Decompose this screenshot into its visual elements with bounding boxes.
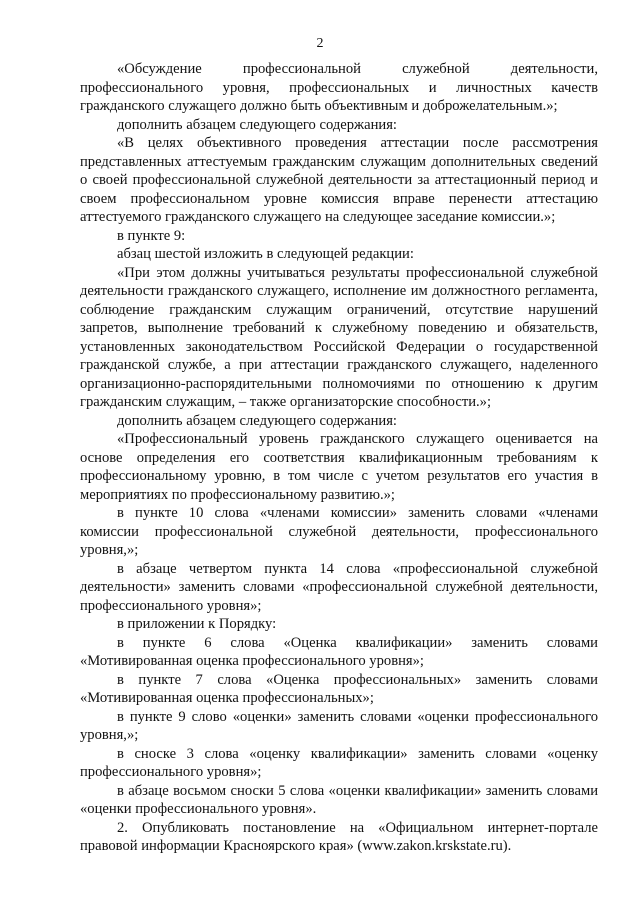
paragraph-3: «В целях объективного проведения аттестации после рассмотрения представленных аттестуемым гражданским служащим дополнительных сведений о своей профессиональной служебной деятельности за аттестационный период и своем профессиональном уровне комиссия вправе перенести аттестацию аттестуемого гражданского служащего на следующее заседание комиссии.»; bbox=[80, 135, 598, 225]
paragraph-12: в пункте 6 слова «Оценка квалификации» заменить словами «Мотивированная оценка профессионального уровня»; bbox=[80, 634, 598, 669]
paragraph-2: дополнить абзацем следующего содержания: bbox=[117, 116, 397, 133]
paragraph-5: абзац шестой изложить в следующей редакции: bbox=[117, 246, 414, 262]
paragraph-10: в абзаце четвертом пункта 14 слова «профессиональной служебной деятельности» заменить словами «профессиональной служебной деятельности, профессионального уровня»; bbox=[80, 560, 598, 614]
document-body bbox=[80, 60, 598, 856]
paragraph-15: в сноске 3 слова «оценку квалификации» заменить словами «оценку профессионального уровня»; bbox=[80, 745, 598, 780]
paragraph-6: «При этом должны учитываться результаты профессиональной служебной деятельности гражданского служащего, исполнение им должностного регламента, соблюдение гражданским служащим ограничений, отсутствие нарушений запретов, выполнение требований к служебному поведению и обязательств, установленных законодательством Российской Федерации о государственной гражданской службе, а при аттестации гражданского служащего, наделенного организационно-распорядительными полномочиями по отношению к другим гражданским служащим, – также организаторские способности.»; bbox=[80, 264, 598, 410]
paragraph-11: в приложении к Порядку: bbox=[117, 616, 277, 632]
paragraph-7: дополнить абзацем следующего содержания: bbox=[117, 412, 397, 429]
paragraph-17: 2. Опубликовать постановление на «Официальном интернет-портале правовой информации Красноярского края» (www.zakon.krskstate.ru). bbox=[80, 819, 598, 854]
paragraph-1: «Обсуждение профессиональной служебной деятельности, профессионального уровня, профессиональных и личностных качеств гражданского служащего должно быть объективным и доброжелательным.»; bbox=[80, 61, 598, 114]
page-number: 2 bbox=[316, 36, 324, 51]
paragraph-4: в пункте 9: bbox=[117, 227, 186, 244]
paragraph-14: в пункте 9 слово «оценки» заменить словами «оценки профессионального уровня,»; bbox=[80, 708, 598, 743]
paragraph-9: в пункте 10 слова «членами комиссии» заменить словами «членами комиссии профессиональной служебной деятельности, профессионального уровня,»; bbox=[80, 505, 598, 558]
paragraph-8: «Профессиональный уровень гражданского служащего оценивается на основе определения его соответствия квалификационным требованиям к профессиональному уровню, в том числе с учетом результатов его участия в мероприятиях по профессиональному развитию.»; bbox=[80, 431, 598, 503]
paragraph-16: в абзаце восьмом сноски 5 слова «оценки квалификации» заменить словами «оценки профессионального уровня». bbox=[80, 782, 598, 817]
paragraph-13: в пункте 7 слова «Оценка профессиональных» заменить словами «Мотивированная оценка профессиональных»; bbox=[80, 671, 598, 706]
